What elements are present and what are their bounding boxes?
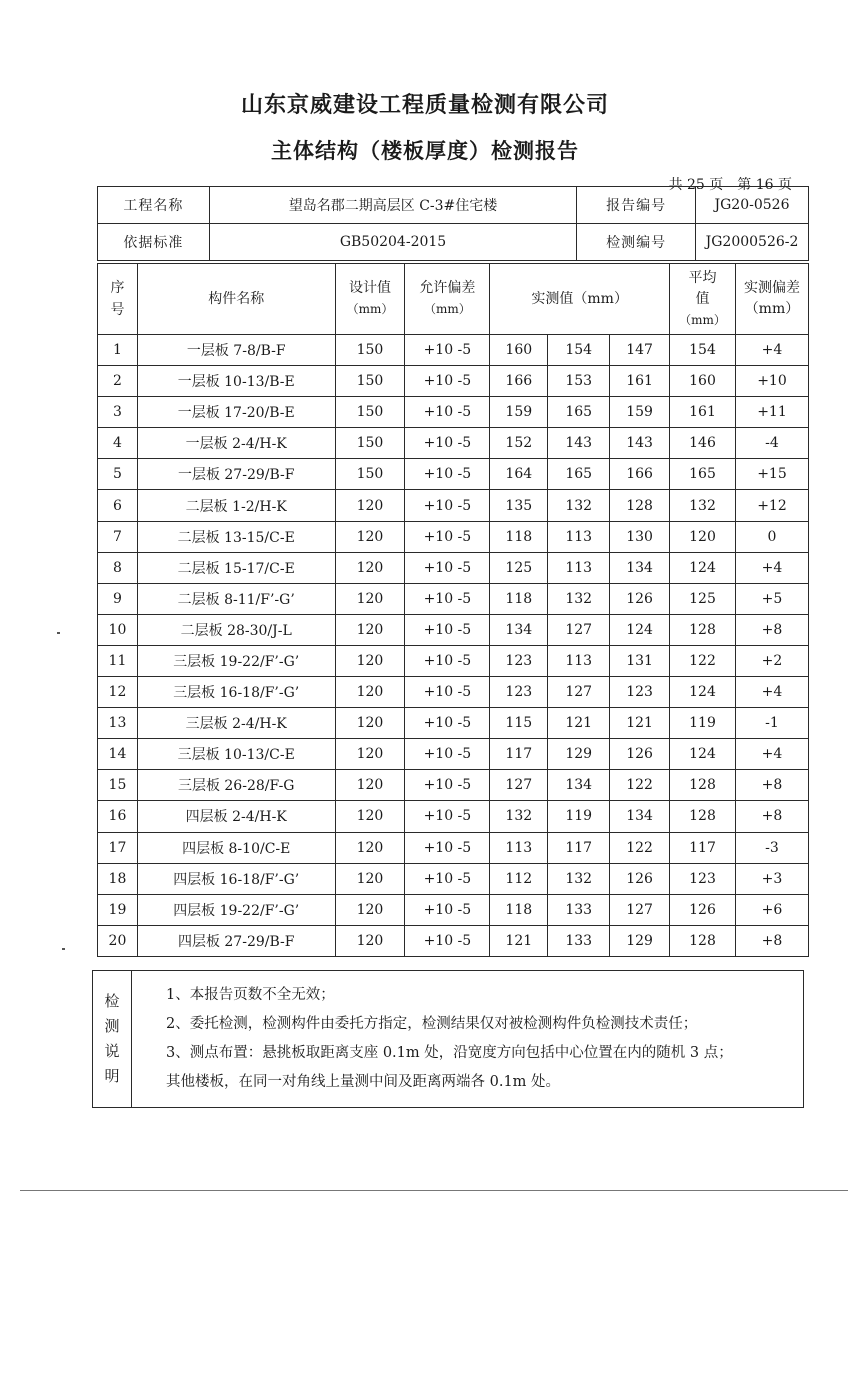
member-cell: 二层板 8-11/F’-G’: [137, 583, 335, 614]
project-name-label: 工程名称: [98, 187, 210, 224]
measured-2-cell: 127: [548, 677, 610, 708]
member-cell: 三层板 19-22/F’-G’: [137, 645, 335, 676]
header-deviation: 实测偏差（mm）: [735, 264, 808, 335]
scan-edge-line: [20, 1190, 848, 1191]
table-row: [98, 583, 809, 614]
deviation-cell: +11: [735, 397, 808, 428]
tolerance-cell: +10 -5: [405, 397, 490, 428]
measured-3-cell: 134: [610, 552, 670, 583]
seq-cell: 1: [98, 335, 138, 366]
deviation-cell: -1: [735, 708, 808, 739]
measured-3-cell: 159: [610, 397, 670, 428]
average-cell: 124: [670, 739, 736, 770]
member-cell: 三层板 16-18/F’-G’: [137, 677, 335, 708]
average-cell: 124: [670, 552, 736, 583]
measured-1-cell: 123: [490, 677, 548, 708]
table-row: [98, 863, 809, 894]
project-name-value: 望岛名郡二期高层区 C-3#住宅楼: [209, 187, 576, 224]
tolerance-cell: +10 -5: [405, 490, 490, 521]
table-row: [98, 677, 809, 708]
measured-3-cell: 130: [610, 521, 670, 552]
seq-cell: 8: [98, 552, 138, 583]
average-cell: 161: [670, 397, 736, 428]
measured-3-cell: 126: [610, 583, 670, 614]
measured-3-cell: 123: [610, 677, 670, 708]
design-cell: 120: [335, 832, 405, 863]
measured-1-cell: 159: [490, 397, 548, 428]
design-cell: 150: [335, 459, 405, 490]
measured-1-cell: 127: [490, 770, 548, 801]
measured-3-cell: 127: [610, 894, 670, 925]
table-row: [98, 397, 809, 428]
measured-2-cell: 153: [548, 366, 610, 397]
average-cell: 160: [670, 366, 736, 397]
measured-2-cell: 154: [548, 335, 610, 366]
tolerance-cell: +10 -5: [405, 366, 490, 397]
average-cell: 132: [670, 490, 736, 521]
measured-3-cell: 161: [610, 366, 670, 397]
test-number-value: JG2000526-2: [696, 224, 809, 261]
table-row: [98, 490, 809, 521]
deviation-cell: +10: [735, 366, 808, 397]
average-cell: 128: [670, 614, 736, 645]
design-cell: 120: [335, 677, 405, 708]
seq-cell: 10: [98, 614, 138, 645]
total-pages: 共 25 页: [668, 177, 724, 193]
design-cell: 120: [335, 925, 405, 956]
test-number-label: 检测编号: [577, 224, 696, 261]
measured-3-cell: 122: [610, 832, 670, 863]
seq-cell: 7: [98, 521, 138, 552]
deviation-cell: +5: [735, 583, 808, 614]
measured-2-cell: 133: [548, 894, 610, 925]
table-row: [98, 894, 809, 925]
design-cell: 120: [335, 770, 405, 801]
member-cell: 四层板 16-18/F’-G’: [137, 863, 335, 894]
seq-cell: 12: [98, 677, 138, 708]
table-row: [98, 552, 809, 583]
measured-2-cell: 113: [548, 645, 610, 676]
seq-cell: 18: [98, 863, 138, 894]
tolerance-cell: +10 -5: [405, 335, 490, 366]
measured-3-cell: 128: [610, 490, 670, 521]
seq-cell: 16: [98, 801, 138, 832]
member-cell: 四层板 8-10/C-E: [137, 832, 335, 863]
header-member: 构件名称: [137, 264, 335, 335]
measured-3-cell: 122: [610, 770, 670, 801]
note-item: 1、本报告页数不全无效；: [166, 987, 335, 1003]
deviation-cell: +4: [735, 677, 808, 708]
member-cell: 三层板 2-4/H-K: [137, 708, 335, 739]
measured-1-cell: 134: [490, 614, 548, 645]
member-cell: 一层板 2-4/H-K: [137, 428, 335, 459]
average-cell: 120: [670, 521, 736, 552]
table-row: [98, 832, 809, 863]
measured-2-cell: 143: [548, 428, 610, 459]
measured-2-cell: 117: [548, 832, 610, 863]
tolerance-cell: +10 -5: [405, 583, 490, 614]
table-row: [98, 645, 809, 676]
measured-2-cell: 132: [548, 490, 610, 521]
measured-2-cell: 165: [548, 397, 610, 428]
measured-2-cell: 165: [548, 459, 610, 490]
header-seq: 序号: [98, 264, 138, 335]
note-item: 2、委托检测，检测构件由委托方指定，检测结果仅对被检测构件负检测技术责任；: [166, 1016, 698, 1032]
table-header-row: [98, 264, 809, 335]
tolerance-cell: +10 -5: [405, 677, 490, 708]
note-item: 其他楼板，在同一对角线上量测中间及距离两端各 0.1m 处。: [166, 1074, 561, 1090]
deviation-cell: +12: [735, 490, 808, 521]
tolerance-cell: +10 -5: [405, 925, 490, 956]
measured-1-cell: 121: [490, 925, 548, 956]
tolerance-cell: +10 -5: [405, 521, 490, 552]
average-cell: 126: [670, 894, 736, 925]
measured-1-cell: 135: [490, 490, 548, 521]
header-tolerance: 允许偏差 （mm）: [405, 264, 490, 335]
measured-1-cell: 160: [490, 335, 548, 366]
measured-3-cell: 134: [610, 801, 670, 832]
seq-cell: 3: [98, 397, 138, 428]
measured-1-cell: 118: [490, 894, 548, 925]
header-average: 平均值 （mm）: [670, 264, 736, 335]
measured-2-cell: 134: [548, 770, 610, 801]
seq-cell: 14: [98, 739, 138, 770]
current-page: 第 16 页: [737, 177, 792, 193]
seq-cell: 11: [98, 645, 138, 676]
design-cell: 150: [335, 428, 405, 459]
measured-1-cell: 112: [490, 863, 548, 894]
member-cell: 二层板 13-15/C-E: [137, 521, 335, 552]
measured-3-cell: 166: [610, 459, 670, 490]
measured-1-cell: 123: [490, 645, 548, 676]
average-cell: 146: [670, 428, 736, 459]
design-cell: 150: [335, 335, 405, 366]
report-title: 主体结构（楼板厚度）检测报告: [271, 139, 579, 163]
tolerance-cell: +10 -5: [405, 863, 490, 894]
note-item: 3、测点布置：悬挑板取距离支座 0.1m 处，沿宽度方向包括中心位置在内的随机 3 点；: [166, 1045, 733, 1061]
report-number-value: JG20-0526: [696, 187, 809, 224]
table-row: [98, 801, 809, 832]
seq-cell: 5: [98, 459, 138, 490]
design-cell: 120: [335, 708, 405, 739]
tolerance-cell: +10 -5: [405, 801, 490, 832]
table-row: [98, 335, 809, 366]
tolerance-cell: +10 -5: [405, 459, 490, 490]
notes-label: 检测说明: [93, 971, 132, 1108]
project-info-table: [97, 186, 809, 261]
tolerance-cell: +10 -5: [405, 739, 490, 770]
table-row: [98, 770, 809, 801]
header-measured: 实测值（mm）: [490, 264, 670, 335]
average-cell: 165: [670, 459, 736, 490]
measured-1-cell: 164: [490, 459, 548, 490]
tolerance-cell: +10 -5: [405, 614, 490, 645]
measured-2-cell: 127: [548, 614, 610, 645]
deviation-cell: +8: [735, 614, 808, 645]
design-cell: 150: [335, 366, 405, 397]
measured-3-cell: 143: [610, 428, 670, 459]
average-cell: 123: [670, 863, 736, 894]
member-cell: 二层板 28-30/J-L: [137, 614, 335, 645]
deviation-cell: +8: [735, 801, 808, 832]
measured-1-cell: 117: [490, 739, 548, 770]
measured-2-cell: 121: [548, 708, 610, 739]
measured-3-cell: 129: [610, 925, 670, 956]
tolerance-cell: +10 -5: [405, 832, 490, 863]
measured-3-cell: 147: [610, 335, 670, 366]
tolerance-cell: +10 -5: [405, 894, 490, 925]
member-cell: 三层板 26-28/F-G: [137, 770, 335, 801]
deviation-cell: 0: [735, 521, 808, 552]
average-cell: 128: [670, 925, 736, 956]
tolerance-cell: +10 -5: [405, 428, 490, 459]
member-cell: 二层板 1-2/H-K: [137, 490, 335, 521]
member-cell: 一层板 10-13/B-E: [137, 366, 335, 397]
design-cell: 120: [335, 521, 405, 552]
measured-1-cell: 132: [490, 801, 548, 832]
deviation-cell: +4: [735, 739, 808, 770]
seq-cell: 9: [98, 583, 138, 614]
average-cell: 125: [670, 583, 736, 614]
seq-cell: 20: [98, 925, 138, 956]
member-cell: 三层板 10-13/C-E: [137, 739, 335, 770]
measured-1-cell: 118: [490, 521, 548, 552]
measured-2-cell: 132: [548, 583, 610, 614]
design-cell: 120: [335, 739, 405, 770]
member-cell: 一层板 17-20/B-E: [137, 397, 335, 428]
header-design: 设计值 （mm）: [335, 264, 405, 335]
table-row: [98, 925, 809, 956]
measured-2-cell: 132: [548, 863, 610, 894]
average-cell: 154: [670, 335, 736, 366]
deviation-cell: +6: [735, 894, 808, 925]
measured-3-cell: 131: [610, 645, 670, 676]
measured-2-cell: 113: [548, 521, 610, 552]
notes-body: [132, 971, 804, 1108]
table-row: [98, 366, 809, 397]
table-row: [98, 521, 809, 552]
seq-cell: 13: [98, 708, 138, 739]
slab-thickness-table: [97, 263, 809, 957]
scan-speck: [57, 632, 60, 634]
design-cell: 120: [335, 614, 405, 645]
measured-3-cell: 126: [610, 739, 670, 770]
design-cell: 120: [335, 801, 405, 832]
seq-cell: 17: [98, 832, 138, 863]
standard-value: GB50204-2015: [209, 224, 576, 261]
design-cell: 120: [335, 490, 405, 521]
design-cell: 120: [335, 863, 405, 894]
design-cell: 120: [335, 552, 405, 583]
tolerance-cell: +10 -5: [405, 708, 490, 739]
deviation-cell: +15: [735, 459, 808, 490]
table-row: [98, 459, 809, 490]
measured-1-cell: 125: [490, 552, 548, 583]
deviation-cell: +8: [735, 925, 808, 956]
member-cell: 一层板 7-8/B-F: [137, 335, 335, 366]
average-cell: 117: [670, 832, 736, 863]
measured-2-cell: 113: [548, 552, 610, 583]
report-number-label: 报告编号: [577, 187, 696, 224]
average-cell: 119: [670, 708, 736, 739]
measured-3-cell: 126: [610, 863, 670, 894]
member-cell: 四层板 2-4/H-K: [137, 801, 335, 832]
measured-1-cell: 166: [490, 366, 548, 397]
deviation-cell: +4: [735, 552, 808, 583]
member-cell: 二层板 15-17/C-E: [137, 552, 335, 583]
table-row: [98, 708, 809, 739]
deviation-cell: -3: [735, 832, 808, 863]
average-cell: 128: [670, 801, 736, 832]
seq-cell: 6: [98, 490, 138, 521]
member-cell: 四层板 19-22/F’-G’: [137, 894, 335, 925]
deviation-cell: +8: [735, 770, 808, 801]
table-row: [98, 428, 809, 459]
deviation-cell: +3: [735, 863, 808, 894]
measured-2-cell: 133: [548, 925, 610, 956]
measured-3-cell: 121: [610, 708, 670, 739]
tolerance-cell: +10 -5: [405, 770, 490, 801]
design-cell: 120: [335, 894, 405, 925]
deviation-cell: -4: [735, 428, 808, 459]
design-cell: 120: [335, 583, 405, 614]
seq-cell: 2: [98, 366, 138, 397]
notes-table: [92, 970, 804, 1108]
member-cell: 四层板 27-29/B-F: [137, 925, 335, 956]
measured-3-cell: 124: [610, 614, 670, 645]
table-row: [98, 614, 809, 645]
measured-2-cell: 129: [548, 739, 610, 770]
tolerance-cell: +10 -5: [405, 645, 490, 676]
company-name: 山东京威建设工程质量检测有限公司: [240, 93, 609, 118]
average-cell: 122: [670, 645, 736, 676]
standard-label: 依据标准: [98, 224, 210, 261]
measured-1-cell: 118: [490, 583, 548, 614]
design-cell: 120: [335, 645, 405, 676]
average-cell: 124: [670, 677, 736, 708]
seq-cell: 4: [98, 428, 138, 459]
seq-cell: 19: [98, 894, 138, 925]
measured-2-cell: 119: [548, 801, 610, 832]
seq-cell: 15: [98, 770, 138, 801]
design-cell: 150: [335, 397, 405, 428]
scan-speck: [62, 948, 65, 950]
measured-1-cell: 152: [490, 428, 548, 459]
measured-1-cell: 113: [490, 832, 548, 863]
measured-1-cell: 115: [490, 708, 548, 739]
deviation-cell: +4: [735, 335, 808, 366]
tolerance-cell: +10 -5: [405, 552, 490, 583]
table-row: [98, 739, 809, 770]
average-cell: 128: [670, 770, 736, 801]
deviation-cell: +2: [735, 645, 808, 676]
member-cell: 一层板 27-29/B-F: [137, 459, 335, 490]
